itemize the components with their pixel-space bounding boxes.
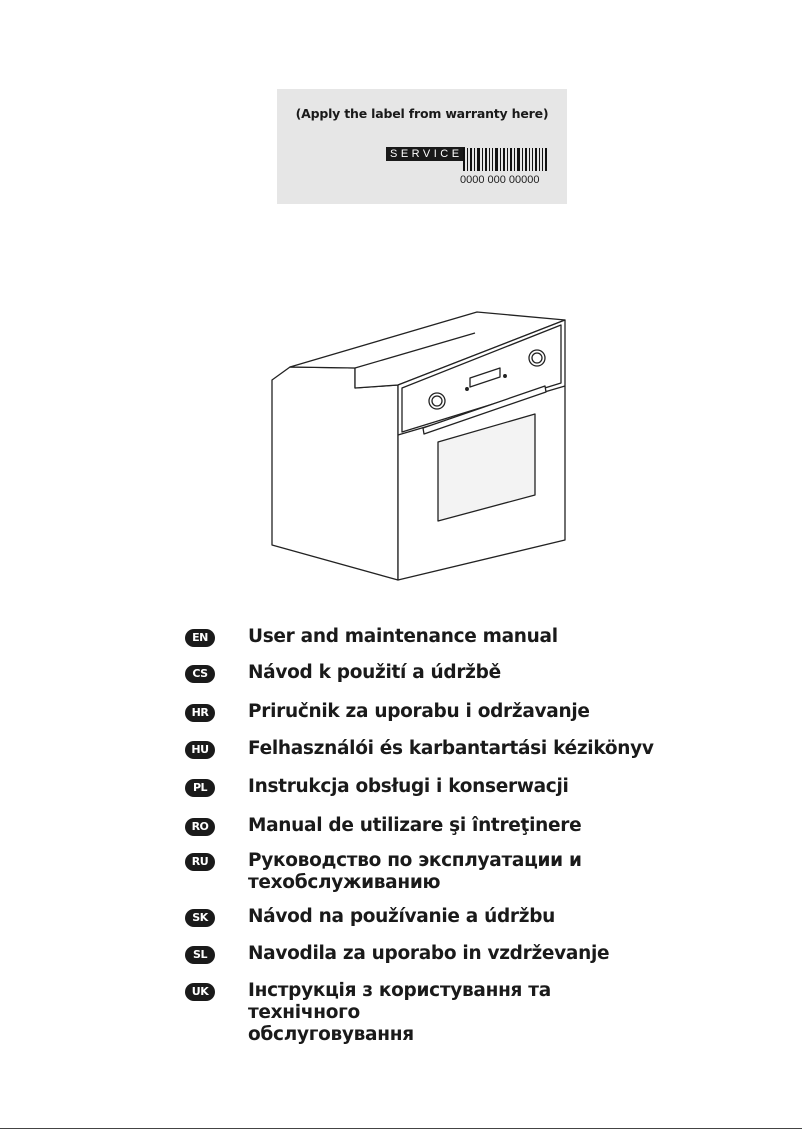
language-item-hr	[185, 701, 590, 722]
language-item-pl	[185, 776, 569, 797]
manual-title: Felhasználói és karbantartási kézikönyv	[248, 738, 654, 759]
warranty-label-area	[277, 89, 567, 204]
manual-title: Návod k použití a údržbě	[248, 662, 501, 683]
barcode-number: 0000 000 00000	[460, 174, 540, 186]
language-badge: EN	[185, 629, 215, 647]
language-badge: SL	[185, 946, 215, 964]
language-badge: SK	[185, 909, 215, 927]
language-item-sl	[185, 943, 610, 964]
barcode-icon	[463, 148, 547, 171]
language-item-uk	[185, 980, 551, 1045]
service-tag: SERVICE	[386, 147, 465, 161]
page-bottom-divider	[0, 1128, 802, 1129]
manual-title: Návod na používanie a údržbu	[248, 906, 556, 927]
language-item-sk	[185, 906, 556, 927]
manual-title: Руководство по эксплуатации и техобслуживанию	[248, 850, 582, 893]
language-badge: HR	[185, 704, 215, 722]
language-item-hu	[185, 738, 654, 759]
language-item-cs	[185, 662, 501, 683]
manual-title: User and maintenance manual	[248, 626, 558, 647]
language-item-ru	[185, 850, 582, 893]
oven-illustration	[260, 300, 580, 590]
language-badge: RU	[185, 853, 215, 871]
manual-title: Navodila za uporabo in vzdrževanje	[248, 943, 610, 964]
language-badge: PL	[185, 779, 215, 797]
language-badge: UK	[185, 983, 215, 1001]
language-badge: CS	[185, 665, 215, 683]
manual-title: Priručnik za uporabu i održavanje	[248, 701, 590, 722]
language-badge: HU	[185, 741, 215, 759]
manual-title: Instrukcja obsługi i konserwacji	[248, 776, 569, 797]
warranty-instruction: (Apply the label from warranty here)	[295, 106, 549, 121]
manual-title: Manual de utilizare şi întreţinere	[248, 815, 582, 836]
language-item-en	[185, 626, 558, 647]
language-badge: RO	[185, 818, 215, 836]
manual-title: Інструкція з користування та технічного обслуговування	[248, 980, 551, 1045]
language-item-ro	[185, 815, 582, 836]
